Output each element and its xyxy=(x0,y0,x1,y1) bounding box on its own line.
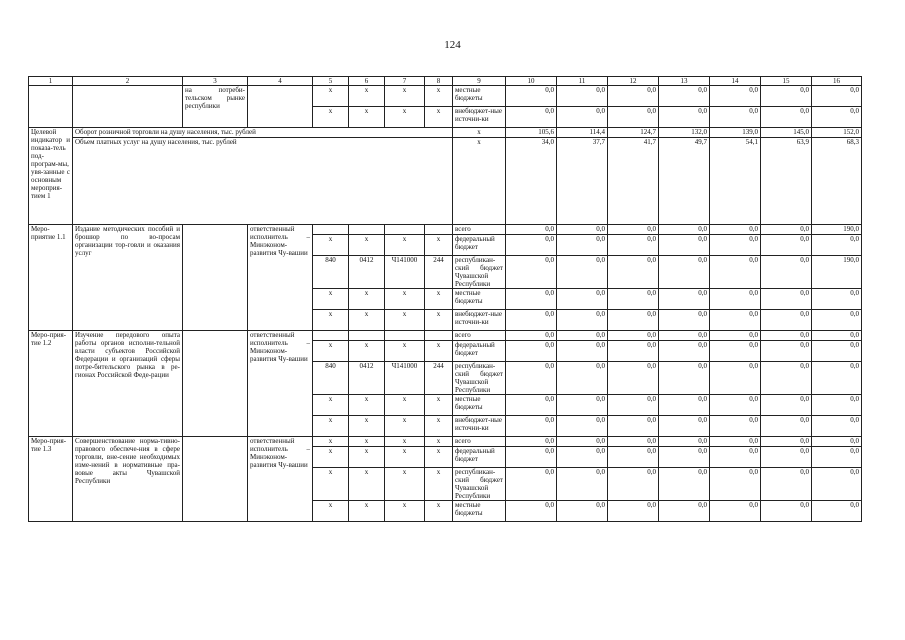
value-cell: 0,0 xyxy=(506,501,557,522)
value-cell: 0,0 xyxy=(710,395,761,416)
indicator-name-cell: Оборот розничной торговли на душу населения, тыс. рублей xyxy=(73,128,453,138)
event-label-cell: Меро-прия-тие 1.2 xyxy=(29,331,73,437)
event-description-cell: Совершенствование норма-тивно-правового обеспече-ния в сфере торговли, вне-сение необходимых изме-нений в нормативные пра-вовые акты Чувашской Республики xyxy=(73,437,183,522)
goal-cell: на потреби-тельском рынке республики xyxy=(183,86,248,128)
value-cell: 0,0 xyxy=(608,331,659,341)
funding-source-cell: местные бюджеты xyxy=(453,289,506,310)
funding-source-cell: федеральный бюджет xyxy=(453,235,506,256)
budget-code-cell xyxy=(313,225,349,235)
budget-code-cell xyxy=(385,331,425,341)
budget-code-cell xyxy=(425,225,453,235)
column-number-cell: 7 xyxy=(385,77,425,86)
column-number-cell: 2 xyxy=(73,77,183,86)
budget-code-cell: x xyxy=(313,235,349,256)
column-number-cell: 13 xyxy=(659,77,710,86)
value-cell: 0,0 xyxy=(557,86,608,107)
value-cell: 0,0 xyxy=(557,362,608,395)
value-cell: 0,0 xyxy=(812,331,862,341)
value-cell: 0,0 xyxy=(659,331,710,341)
value-cell: 0,0 xyxy=(506,362,557,395)
budget-code-cell: x xyxy=(313,501,349,522)
budget-code-cell: x xyxy=(349,289,385,310)
budget-code-cell: x xyxy=(349,107,385,128)
value-cell: 0,0 xyxy=(812,235,862,256)
value-cell: 124,7 xyxy=(608,128,659,138)
value-cell: 0,0 xyxy=(506,468,557,501)
budget-code-cell: x xyxy=(349,235,385,256)
empty-cell xyxy=(248,86,313,128)
column-number-cell: 8 xyxy=(425,77,453,86)
value-cell: 0,0 xyxy=(761,107,812,128)
value-cell: 0,0 xyxy=(761,331,812,341)
value-cell: 0,0 xyxy=(659,416,710,437)
funding-source-cell: федеральный бюджет xyxy=(453,341,506,362)
value-cell: 0,0 xyxy=(812,501,862,522)
value-cell: 0,0 xyxy=(608,437,659,447)
funding-source-cell: внебюджет-ные источни-ки xyxy=(453,310,506,331)
budget-code-cell: x xyxy=(385,235,425,256)
value-cell: 0,0 xyxy=(608,416,659,437)
value-cell: 0,0 xyxy=(608,225,659,235)
value-cell: 0,0 xyxy=(812,437,862,447)
value-cell: 0,0 xyxy=(710,107,761,128)
value-cell: 0,0 xyxy=(812,310,862,331)
value-cell: 0,0 xyxy=(557,468,608,501)
value-cell: 0,0 xyxy=(710,416,761,437)
column-number-cell: 16 xyxy=(812,77,862,86)
value-cell: 105,6 xyxy=(506,128,557,138)
value-cell: 0,0 xyxy=(557,341,608,362)
value-cell: 0,0 xyxy=(557,437,608,447)
value-cell: 0,0 xyxy=(761,437,812,447)
funding-source-cell: республикан-ский бюджет Чувашской Республики xyxy=(453,468,506,501)
value-cell: 0,0 xyxy=(761,395,812,416)
value-cell: 0,0 xyxy=(506,416,557,437)
value-cell: 0,0 xyxy=(557,501,608,522)
value-cell: 0,0 xyxy=(506,256,557,289)
value-cell: 0,0 xyxy=(506,331,557,341)
indicator-label-cell: Целевой индикатор и показа-тель под-програм-мы, увя-занные с основным мероприя-тием 1 xyxy=(29,128,73,225)
value-cell: 0,0 xyxy=(659,310,710,331)
value-cell: 0,0 xyxy=(659,225,710,235)
value-cell: 0,0 xyxy=(608,341,659,362)
budget-code-cell: x xyxy=(385,501,425,522)
budget-code-cell: 0412 xyxy=(349,362,385,395)
budget-code-cell xyxy=(313,331,349,341)
value-cell: 0,0 xyxy=(761,416,812,437)
value-cell: 0,0 xyxy=(659,107,710,128)
budget-code-cell: x xyxy=(425,107,453,128)
budget-code-cell: x xyxy=(349,310,385,331)
value-cell: 0,0 xyxy=(710,468,761,501)
budget-code-cell: x xyxy=(313,310,349,331)
value-cell: 0,0 xyxy=(761,235,812,256)
budget-code-cell: x xyxy=(349,341,385,362)
budget-code-cell: x xyxy=(385,468,425,501)
event-description-cell: Издание методических пособий и брошюр по во-просам организации тор-говли и оказания услуг xyxy=(73,225,183,331)
budget-code-cell: x xyxy=(313,289,349,310)
budget-code-cell: x xyxy=(349,437,385,447)
budget-code-cell: Ч141000 xyxy=(385,362,425,395)
value-cell: 0,0 xyxy=(608,107,659,128)
indicator-row xyxy=(29,128,862,138)
budget-code-cell: x xyxy=(425,289,453,310)
value-cell: 49,7 xyxy=(659,138,710,225)
value-cell: 0,0 xyxy=(557,331,608,341)
budget-code-cell: x xyxy=(313,86,349,107)
budget-code-cell: x xyxy=(385,437,425,447)
empty-cell xyxy=(183,225,248,331)
value-cell: 0,0 xyxy=(608,447,659,468)
event-row xyxy=(29,331,862,341)
funding-source-cell: x xyxy=(453,128,506,138)
value-cell: 0,0 xyxy=(812,416,862,437)
value-cell: 68,3 xyxy=(812,138,862,225)
value-cell: 139,0 xyxy=(710,128,761,138)
funding-source-cell: внебюджет-ные источни-ки xyxy=(453,416,506,437)
budget-code-cell: x xyxy=(349,468,385,501)
value-cell: 0,0 xyxy=(710,225,761,235)
value-cell: 0,0 xyxy=(710,501,761,522)
column-number-cell: 14 xyxy=(710,77,761,86)
value-cell: 145,0 xyxy=(761,128,812,138)
value-cell: 0,0 xyxy=(761,501,812,522)
value-cell: 0,0 xyxy=(557,289,608,310)
budget-code-cell: x xyxy=(425,310,453,331)
value-cell: 0,0 xyxy=(761,256,812,289)
funding-source-cell: внебюджет-ные источни-ки xyxy=(453,107,506,128)
value-cell: 0,0 xyxy=(812,447,862,468)
funding-source-cell: местные бюджеты xyxy=(453,86,506,107)
budget-code-cell: x xyxy=(425,395,453,416)
value-cell: 0,0 xyxy=(812,341,862,362)
funding-source-cell: местные бюджеты xyxy=(453,501,506,522)
column-number-cell: 1 xyxy=(29,77,73,86)
value-cell: 0,0 xyxy=(506,310,557,331)
value-cell: 0,0 xyxy=(608,395,659,416)
value-cell: 0,0 xyxy=(608,468,659,501)
indicator-row xyxy=(29,138,862,225)
value-cell: 0,0 xyxy=(557,256,608,289)
column-number-cell: 4 xyxy=(248,77,313,86)
page-number: 124 xyxy=(444,39,461,51)
budget-code-cell: 840 xyxy=(313,256,349,289)
value-cell: 0,0 xyxy=(659,235,710,256)
program-table xyxy=(28,76,862,522)
value-cell: 0,0 xyxy=(812,107,862,128)
value-cell: 0,0 xyxy=(557,395,608,416)
budget-code-cell: x xyxy=(425,416,453,437)
budget-code-cell: x xyxy=(385,289,425,310)
value-cell: 0,0 xyxy=(506,289,557,310)
budget-code-cell: x xyxy=(313,341,349,362)
value-cell: 0,0 xyxy=(659,447,710,468)
funding-source-cell: федеральный бюджет xyxy=(453,447,506,468)
continuation-row xyxy=(29,86,862,107)
event-description-cell: Изучение передового опыта работы органов исполни-тельной власти субъектов Российской Федерации и организаций сферы потре-бительского рынка в ре-гионах Российской Феде-рации xyxy=(73,331,183,437)
funding-source-cell: республикан-ский бюджет Чувашской Республики xyxy=(453,362,506,395)
column-number-cell: 5 xyxy=(313,77,349,86)
value-cell: 0,0 xyxy=(710,331,761,341)
budget-code-cell xyxy=(349,225,385,235)
value-cell: 190,0 xyxy=(812,225,862,235)
value-cell: 0,0 xyxy=(557,235,608,256)
budget-code-cell xyxy=(385,225,425,235)
value-cell: 0,0 xyxy=(812,289,862,310)
value-cell: 54,1 xyxy=(710,138,761,225)
budget-code-cell: x xyxy=(313,395,349,416)
value-cell: 0,0 xyxy=(761,362,812,395)
empty-cell xyxy=(183,437,248,522)
budget-code-cell xyxy=(349,331,385,341)
budget-code-cell: x xyxy=(425,235,453,256)
value-cell: 0,0 xyxy=(659,395,710,416)
value-cell: 0,0 xyxy=(608,501,659,522)
empty-cell xyxy=(183,331,248,437)
value-cell: 0,0 xyxy=(710,256,761,289)
value-cell: 0,0 xyxy=(710,310,761,331)
budget-code-cell: x xyxy=(349,447,385,468)
budget-code-cell: x xyxy=(349,86,385,107)
event-row xyxy=(29,225,862,235)
value-cell: 190,0 xyxy=(812,256,862,289)
budget-code-cell: x xyxy=(385,395,425,416)
funding-source-cell: всего xyxy=(453,225,506,235)
event-row xyxy=(29,437,862,447)
value-cell: 132,0 xyxy=(659,128,710,138)
budget-code-cell xyxy=(425,331,453,341)
value-cell: 0,0 xyxy=(506,447,557,468)
funding-source-cell: республикан-ский бюджет Чувашской Республики xyxy=(453,256,506,289)
value-cell: 0,0 xyxy=(761,468,812,501)
budget-code-cell: x xyxy=(425,468,453,501)
value-cell: 0,0 xyxy=(608,362,659,395)
value-cell: 0,0 xyxy=(506,437,557,447)
event-label-cell: Меро-прия-тие 1.3 xyxy=(29,437,73,522)
value-cell: 0,0 xyxy=(710,447,761,468)
value-cell: 0,0 xyxy=(506,107,557,128)
funding-source-cell: всего xyxy=(453,437,506,447)
value-cell: 0,0 xyxy=(608,256,659,289)
budget-code-cell: 244 xyxy=(425,362,453,395)
responsible-cell: ответственный исполнитель – Минэконом-развития Чу-вашии xyxy=(248,331,313,437)
budget-code-cell: x xyxy=(425,447,453,468)
budget-code-cell: 840 xyxy=(313,362,349,395)
column-number-cell: 10 xyxy=(506,77,557,86)
value-cell: 0,0 xyxy=(761,447,812,468)
budget-code-cell: Ч141000 xyxy=(385,256,425,289)
value-cell: 0,0 xyxy=(659,256,710,289)
value-cell: 0,0 xyxy=(659,468,710,501)
budget-code-cell: x xyxy=(349,395,385,416)
value-cell: 0,0 xyxy=(812,395,862,416)
value-cell: 0,0 xyxy=(761,289,812,310)
value-cell: 0,0 xyxy=(659,501,710,522)
budget-code-cell: x xyxy=(425,501,453,522)
value-cell: 0,0 xyxy=(659,437,710,447)
value-cell: 0,0 xyxy=(506,225,557,235)
column-number-cell: 6 xyxy=(349,77,385,86)
value-cell: 0,0 xyxy=(761,86,812,107)
budget-code-cell: x xyxy=(385,447,425,468)
value-cell: 37,7 xyxy=(557,138,608,225)
value-cell: 63,9 xyxy=(761,138,812,225)
event-label-cell: Меро-приятие 1.1 xyxy=(29,225,73,331)
value-cell: 0,0 xyxy=(710,289,761,310)
funding-source-cell: местные бюджеты xyxy=(453,395,506,416)
value-cell: 0,0 xyxy=(557,416,608,437)
budget-code-cell: x xyxy=(425,341,453,362)
budget-code-cell: x xyxy=(385,310,425,331)
value-cell: 0,0 xyxy=(659,341,710,362)
budget-code-cell: x xyxy=(349,416,385,437)
budget-code-cell: x xyxy=(425,86,453,107)
empty-cell xyxy=(73,86,183,128)
value-cell: 0,0 xyxy=(608,310,659,331)
funding-source-cell: x xyxy=(453,138,506,225)
responsible-cell: ответственный исполнитель – Минэконом-развития Чу-вашии xyxy=(248,225,313,331)
value-cell: 0,0 xyxy=(506,395,557,416)
budget-code-cell: x xyxy=(313,107,349,128)
value-cell: 0,0 xyxy=(812,362,862,395)
column-number-cell: 3 xyxy=(183,77,248,86)
value-cell: 0,0 xyxy=(557,225,608,235)
budget-code-cell: x xyxy=(425,437,453,447)
budget-code-cell: x xyxy=(313,416,349,437)
value-cell: 0,0 xyxy=(659,86,710,107)
budget-code-cell: x xyxy=(385,416,425,437)
value-cell: 0,0 xyxy=(659,362,710,395)
budget-code-cell: x xyxy=(313,437,349,447)
value-cell: 0,0 xyxy=(608,235,659,256)
budget-code-cell: 0412 xyxy=(349,256,385,289)
value-cell: 0,0 xyxy=(506,86,557,107)
value-cell: 41,7 xyxy=(608,138,659,225)
value-cell: 0,0 xyxy=(506,235,557,256)
budget-code-cell: x xyxy=(313,468,349,501)
value-cell: 0,0 xyxy=(710,341,761,362)
budget-code-cell: 244 xyxy=(425,256,453,289)
value-cell: 0,0 xyxy=(557,447,608,468)
value-cell: 0,0 xyxy=(812,86,862,107)
value-cell: 34,0 xyxy=(506,138,557,225)
value-cell: 0,0 xyxy=(710,235,761,256)
value-cell: 0,0 xyxy=(761,225,812,235)
column-number-cell: 12 xyxy=(608,77,659,86)
value-cell: 114,4 xyxy=(557,128,608,138)
budget-code-cell: x xyxy=(385,107,425,128)
value-cell: 0,0 xyxy=(710,437,761,447)
value-cell: 0,0 xyxy=(710,86,761,107)
value-cell: 0,0 xyxy=(761,341,812,362)
funding-source-cell: всего xyxy=(453,331,506,341)
header-row xyxy=(29,77,862,86)
value-cell: 0,0 xyxy=(557,107,608,128)
value-cell: 0,0 xyxy=(761,310,812,331)
indicator-name-cell: Объем платных услуг на душу населения, тыс. рублей xyxy=(73,138,453,225)
value-cell: 0,0 xyxy=(557,310,608,331)
column-number-cell: 15 xyxy=(761,77,812,86)
empty-cell xyxy=(29,86,73,128)
column-number-cell: 11 xyxy=(557,77,608,86)
value-cell: 0,0 xyxy=(812,468,862,501)
budget-code-cell: x xyxy=(349,501,385,522)
value-cell: 0,0 xyxy=(506,341,557,362)
budget-code-cell: x xyxy=(385,86,425,107)
value-cell: 0,0 xyxy=(710,362,761,395)
table-body xyxy=(29,77,862,522)
responsible-cell: ответственный исполнитель – Минэконом-развития Чу-вашии xyxy=(248,437,313,522)
value-cell: 0,0 xyxy=(659,289,710,310)
column-number-cell: 9 xyxy=(453,77,506,86)
value-cell: 0,0 xyxy=(608,289,659,310)
value-cell: 152,0 xyxy=(812,128,862,138)
budget-code-cell: x xyxy=(313,447,349,468)
value-cell: 0,0 xyxy=(608,86,659,107)
budget-code-cell: x xyxy=(385,341,425,362)
